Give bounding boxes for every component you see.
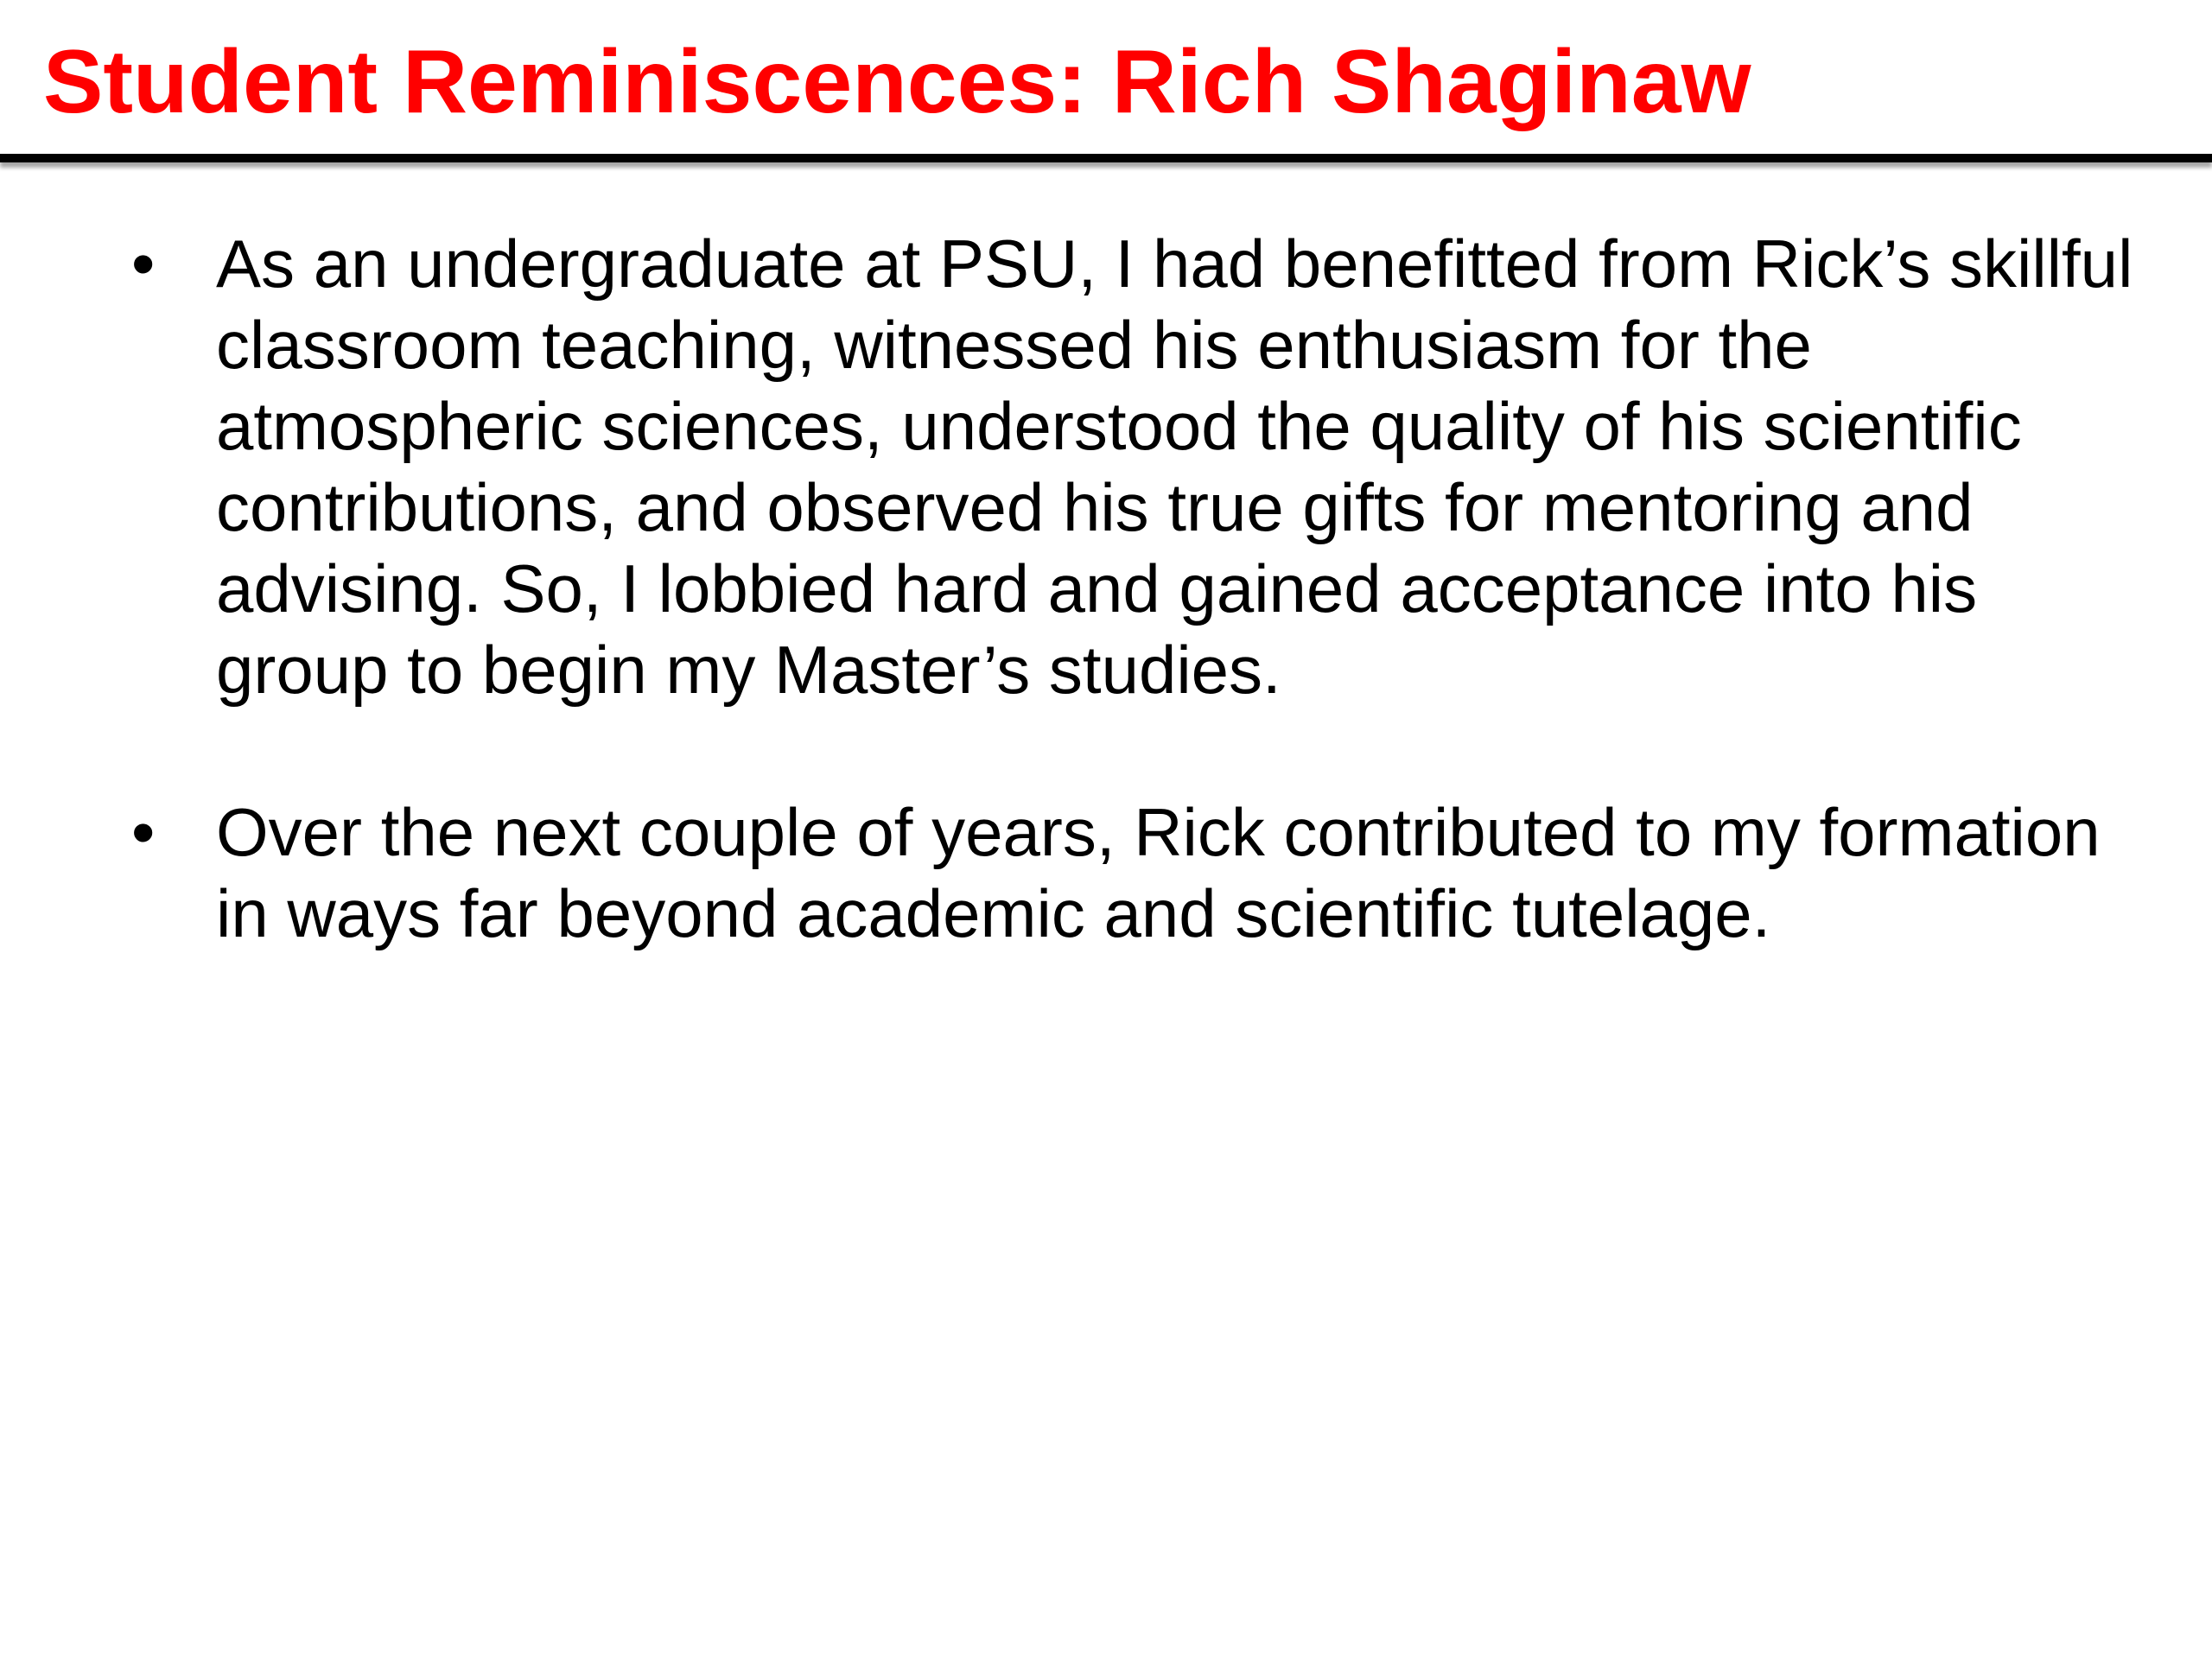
bullet-marker: • bbox=[131, 226, 156, 302]
title-divider bbox=[0, 154, 2212, 162]
bullet-item bbox=[0, 223, 2212, 710]
bullet-item bbox=[0, 791, 2212, 954]
bullet-text: As an undergraduate at PSU, I had benefitted from Rick’s skillful classroom teaching, witnessed his enthusiasm for the atmospheric sciences, understood the quality of his scientific contributions, and observed his true gifts for mentoring and advising. So, I lobbied hard and gained acceptance into his group to begin my Master’s studies. bbox=[216, 226, 2133, 708]
bullet-list bbox=[0, 223, 2212, 1035]
slide-title: Student Reminiscences: Rich Shaginaw bbox=[43, 32, 1751, 132]
bullet-marker: • bbox=[131, 794, 156, 870]
bullet-text: Over the next couple of years, Rick contributed to my formation in ways far beyond academic and scientific tutelage. bbox=[216, 794, 2101, 951]
